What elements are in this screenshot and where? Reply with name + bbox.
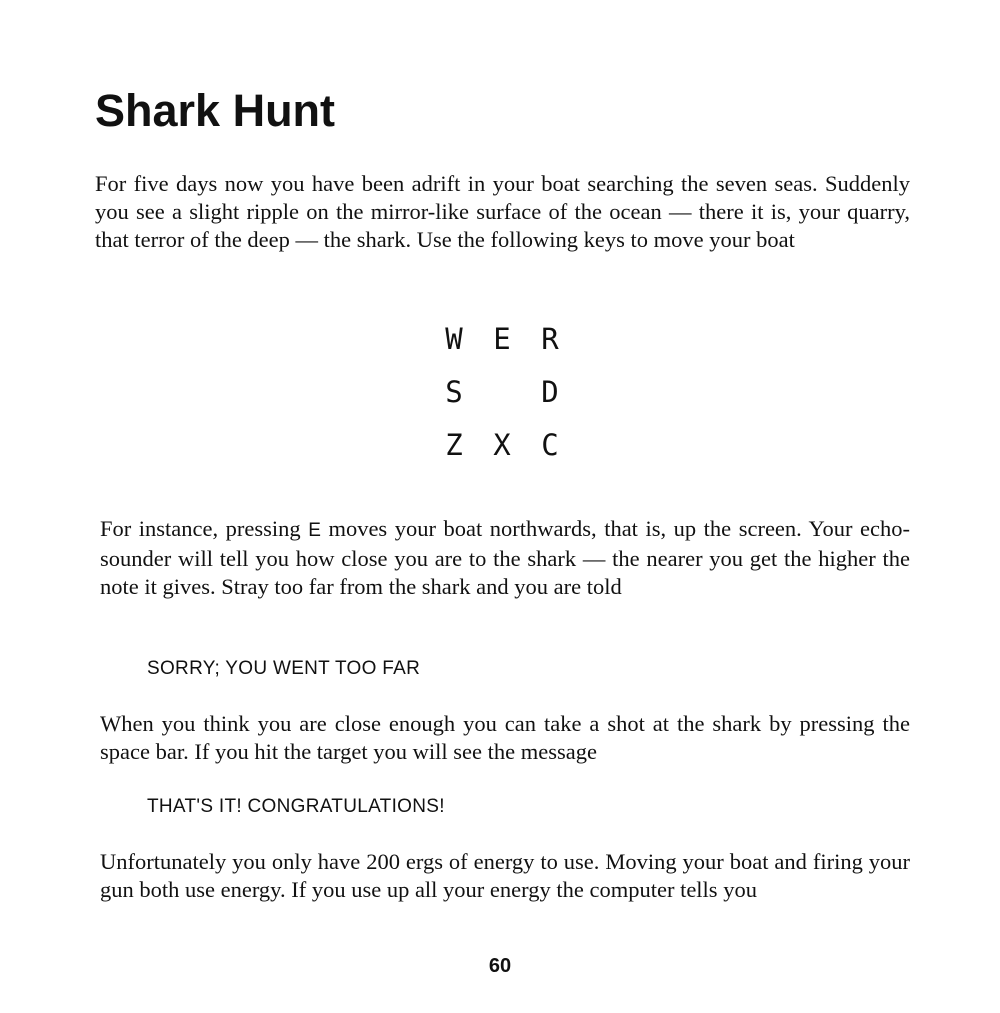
congratulations-message: THAT'S IT! CONGRATULATIONS! <box>147 796 445 817</box>
intro-paragraph: For five days now you have been adrift in your boat searching the seven seas. Suddenly you see a slight ripple on the mirror-like surface of the ocean — there it is, your quarry, that terror of the deep — the shark. Use the following keys to move your boat <box>95 171 910 252</box>
key-x: X <box>493 427 511 462</box>
key-r: R <box>541 321 559 356</box>
key-w: W <box>445 321 463 356</box>
key-d: D <box>541 374 559 409</box>
inline-key-e: E <box>308 520 321 541</box>
keys-row-bottom <box>430 418 580 471</box>
key-c: C <box>541 427 559 462</box>
key-z: Z <box>445 427 463 462</box>
too-far-message: SORRY; YOU WENT TOO FAR <box>147 658 421 679</box>
shooting-paragraph: When you think you are close enough you can take a shot at the shark by pressing the space bar. If you hit the target you will see the message <box>100 711 910 764</box>
instructions-text-start: For instance, pressing <box>100 516 309 541</box>
keys-row-top <box>430 312 580 365</box>
instructions-text-rest: moves your boat northwards, that is, up the screen. Your echo-sounder will tell you how close you are to the shark — the nearer you get the higher the note it gives. Stray too far from the shark and you are told <box>100 516 911 599</box>
page-number: 60 <box>488 955 512 977</box>
keys-row-middle <box>430 365 580 418</box>
energy-paragraph: Unfortunately you only have 200 ergs of energy to use. Moving your boat and firing your gun both use energy. If you use up all your energy the computer tells you <box>100 849 910 902</box>
key-e: E <box>493 321 511 356</box>
page-title: Shark Hunt <box>95 85 336 136</box>
key-s: S <box>445 374 463 409</box>
movement-keys-grid <box>430 312 580 471</box>
instructions-paragraph <box>100 515 910 601</box>
